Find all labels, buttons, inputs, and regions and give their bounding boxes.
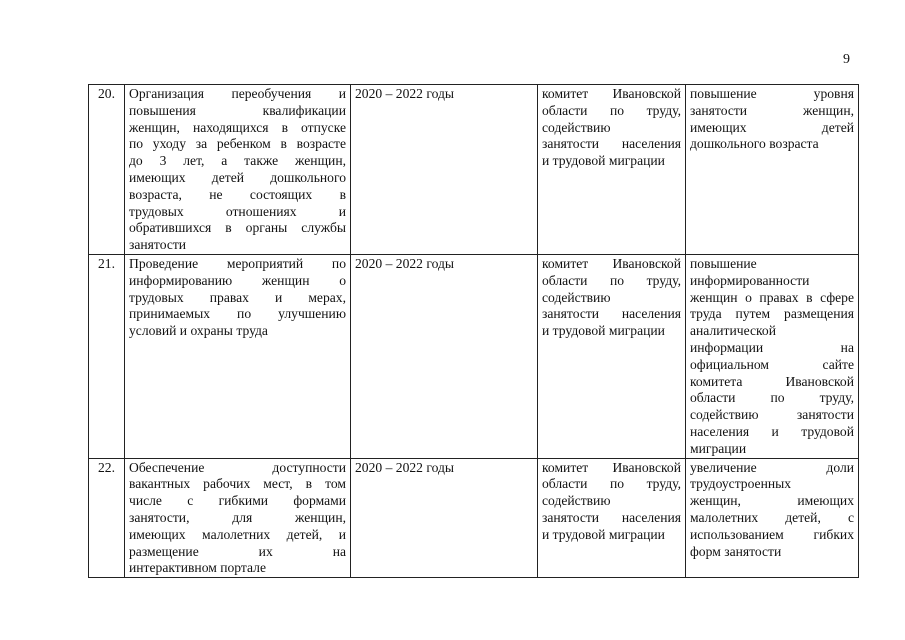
cell-result — [686, 85, 859, 255]
description-line: информированию женщин о — [129, 272, 346, 288]
description-line: числе с гибкими формами — [129, 493, 346, 509]
result-line: области по труду, — [690, 390, 854, 406]
result-line: использованием гибких — [690, 526, 854, 542]
table-row — [89, 254, 859, 458]
result-line: женщин, имеющих — [690, 493, 854, 509]
result-line: официальном сайте — [690, 356, 854, 372]
description-line: повышения квалификации — [129, 102, 346, 118]
row-number: 22. — [89, 458, 125, 578]
result-line: миграции — [690, 440, 747, 456]
description-line: имеющих детей дошкольного — [129, 169, 346, 185]
cell-result — [686, 458, 859, 578]
result-line: информированности — [690, 272, 810, 288]
cell-description — [125, 85, 351, 255]
description-line: размещение их на — [129, 543, 346, 559]
result-line: труда путем размещения — [690, 306, 854, 322]
page-number: 9 — [843, 52, 850, 67]
description-line: возраста, не состоящих в — [129, 186, 346, 202]
result-line: повышение уровня — [690, 86, 854, 101]
description-line: Организация переобучения и — [129, 86, 346, 101]
period-line: 2020 – 2022 годы — [355, 86, 455, 101]
description-line: принимаемых по улучшению — [129, 306, 346, 322]
description-line: до 3 лет, а также женщин, — [129, 153, 346, 169]
description-line: интерактивном портале — [129, 560, 266, 576]
result-line: увеличение доли — [690, 459, 854, 475]
description-line: занятости — [129, 237, 187, 253]
executor-line: комитет Ивановской — [542, 459, 681, 475]
row-number: 20. — [89, 85, 125, 255]
executor-line: области по труду, — [542, 272, 681, 288]
result-line: дошкольного возраста — [690, 136, 819, 152]
cell-executor — [538, 85, 686, 255]
description-line: условий и охраны труда — [129, 323, 268, 339]
table-row — [89, 85, 859, 255]
result-line: малолетних детей, с — [690, 509, 854, 525]
cell-description — [125, 458, 351, 578]
description-line: обратившихся в органы службы — [129, 220, 346, 236]
executor-line: области по труду, — [542, 102, 681, 118]
executor-line: занятости населения — [542, 306, 681, 322]
result-line: занятости женщин, — [690, 102, 854, 118]
executor-line: содействию — [542, 493, 611, 509]
period-line: 2020 – 2022 годы — [355, 255, 455, 271]
cell-executor — [538, 458, 686, 578]
description-line: вакантных рабочих мест, в том — [129, 476, 346, 492]
description-line: Проведение мероприятий по — [129, 255, 346, 271]
executor-line: и трудовой миграции — [542, 153, 665, 169]
description-line: занятости, для женщин, — [129, 509, 346, 525]
executor-line: комитет Ивановской — [542, 255, 681, 271]
executor-line: и трудовой миграции — [542, 323, 665, 339]
result-line: населения и трудовой — [690, 423, 854, 439]
result-line: содействию занятости — [690, 407, 854, 423]
description-line: Обеспечение доступности — [129, 459, 346, 475]
executor-line: и трудовой миграции — [542, 526, 665, 542]
description-line: женщин, находящихся в отпуске — [129, 119, 346, 135]
result-line: информации на — [690, 339, 854, 355]
executor-line: содействию — [542, 289, 611, 305]
result-line: трудоустроенных — [690, 476, 792, 492]
result-line: имеющих детей — [690, 119, 854, 135]
cell-period — [351, 85, 538, 255]
result-line: повышение — [690, 255, 757, 271]
row-number: 21. — [89, 254, 125, 458]
description-line: имеющих малолетних детей, и — [129, 526, 346, 542]
table-row — [89, 458, 859, 578]
cell-result — [686, 254, 859, 458]
executor-line: занятости населения — [542, 509, 681, 525]
result-line: женщин о правах в сфере — [690, 289, 854, 305]
result-line: форм занятости — [690, 543, 782, 559]
executor-line: комитет Ивановской — [542, 86, 681, 101]
result-line: комитета Ивановской — [690, 373, 854, 389]
result-line: аналитической — [690, 323, 776, 339]
cell-period — [351, 254, 538, 458]
period-line: 2020 – 2022 годы — [355, 459, 455, 475]
cell-description — [125, 254, 351, 458]
description-line: трудовых отношениях и — [129, 203, 346, 219]
executor-line: занятости населения — [542, 136, 681, 152]
description-line: трудовых правах и мерах, — [129, 289, 346, 305]
executor-line: области по труду, — [542, 476, 681, 492]
executor-line: содействию — [542, 119, 611, 135]
description-line: по уходу за ребенком в возрасте — [129, 136, 346, 152]
cell-period — [351, 458, 538, 578]
measures-table — [88, 84, 859, 578]
cell-executor — [538, 254, 686, 458]
